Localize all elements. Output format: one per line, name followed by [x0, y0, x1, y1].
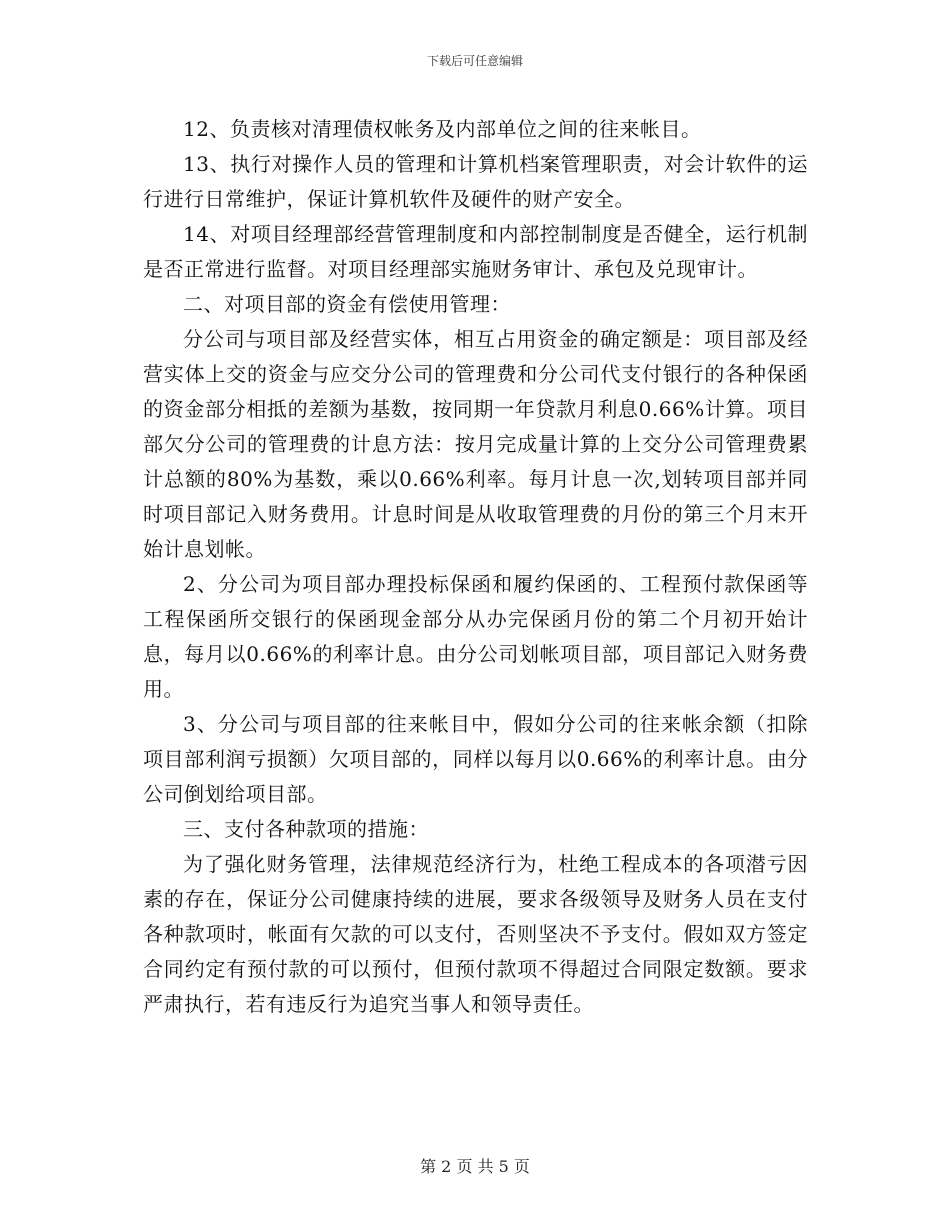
page-number-footer: 第 2 页 共 5 页	[420, 1157, 530, 1176]
section-heading-3: 三、支付各种款项的措施：	[183, 817, 429, 841]
paragraph-item-13: 13、执行对操作人员的管理和计算机档案管理职责，对会计软件的运行进行日常维护，保证计算机软件及硬件的财产安全。	[143, 152, 808, 211]
paragraph-item-3: 3、分公司与项目部的往来帐目中，假如分公司的往来帐余额（扣除项目部利润亏损额）欠项目部的，同样以每月以0.66%的利率计息。由分公司倒划给项目部。	[143, 712, 808, 806]
page-header: 下载后可任意编辑	[426, 54, 523, 68]
document-body	[143, 112, 808, 1022]
paragraph-fund-usage: 分公司与项目部及经营实体，相互占用资金的确定额是：项目部及经营实体上交的资金与应交分公司的管理费和分公司代支付银行的各种保函的资金部分相抵的差额为基数，按同期一年贷款月利息0.66%计算。项目部欠分公司的管理费的计息方法：按月完成量计算的上交分公司管理费累计总额的80%为基数，乘以0.66%利率。每月计息一次,划转项目部并同时项目部记入财务费用。计息时间是从收取管理费的月份的第三个月末开始计息划帐。	[143, 327, 808, 561]
paragraph-item-14: 14、对项目经理部经营管理制度和内部控制制度是否健全，运行机制是否正常进行监督。对项目经理部实施财务审计、承包及兑现审计。	[143, 222, 808, 281]
paragraph-item-2: 2、分公司为项目部办理投标保函和履约保函的、工程预付款保函等工程保函所交银行的保函现金部分从办完保函月份的第二个月初开始计息，每月以0.66%的利率计息。由分公司划帐项目部，项目部记入财务费用。	[143, 572, 808, 701]
paragraph-item-12: 12、负责核对清理债权帐务及内部单位之间的往来帐目。	[183, 117, 702, 141]
paragraph-payment-measures: 为了强化财务管理，法律规范经济行为，杜绝工程成本的各项潜亏因素的存在，保证分公司健康持续的进展，要求各级领导及财务人员在支付各种款项时，帐面有欠款的可以支付，否则坚决不予支付。假如双方签定合同约定有预付款的可以预付，但预付款项不得超过合同限定数额。要求严肃执行，若有违反行为追究当事人和领导责任。	[143, 852, 808, 1016]
section-heading-2: 二、对项目部的资金有偿使用管理：	[183, 292, 511, 316]
